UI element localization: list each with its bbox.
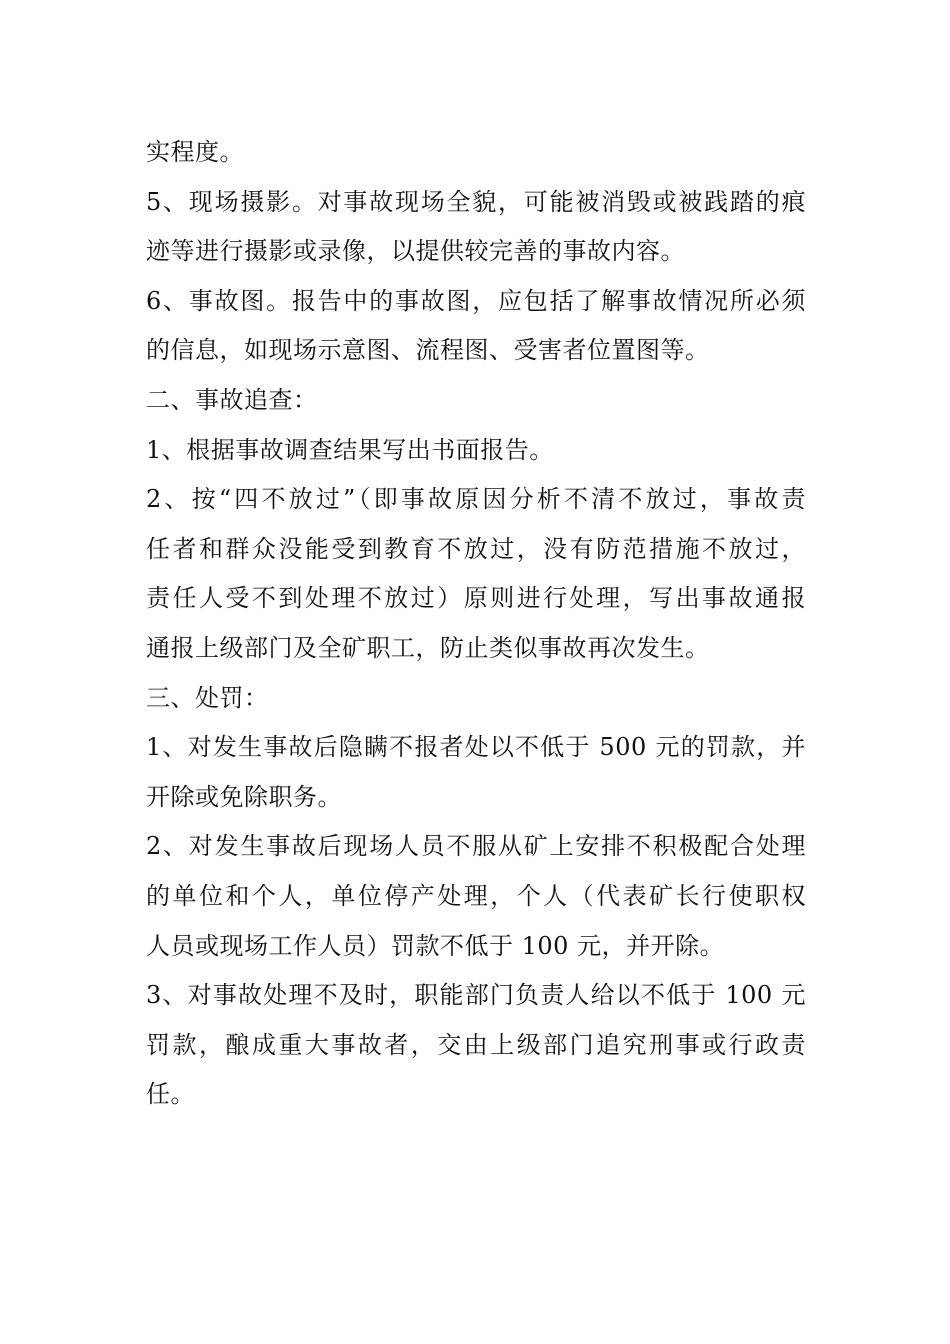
text-line: 1、对发生事故后隐瞒不报者处以不低于 500 元的罚款，并 — [146, 733, 806, 762]
text-line: 责任人受不到处理不放过）原则进行处理，写出事故通报 — [146, 584, 806, 613]
text-line: 任。 — [146, 1080, 195, 1109]
text-line: 人员或现场工作人员）罚款不低于 100 元，并开除。 — [146, 931, 725, 960]
text-line: 三、处罚： — [146, 683, 269, 712]
text-line: 通报上级部门及全矿职工，防止类似事故再次发生。 — [146, 633, 710, 662]
text-line: 开除或免除职务。 — [146, 782, 342, 811]
text-line: 的单位和个人，单位停产处理，个人（代表矿长行使职权 — [146, 881, 806, 910]
document-body — [146, 128, 806, 1120]
text-line: 的信息，如现场示意图、流程图、受害者位置图等。 — [146, 336, 710, 365]
text-line: 2、按“四不放过”（即事故原因分析不清不放过，事故责 — [146, 485, 806, 514]
text-line: 2、对发生事故后现场人员不服从矿上安排不积极配合处理 — [146, 832, 806, 861]
text-line: 实程度。 — [146, 138, 244, 166]
text-line: 1、根据事故调查结果写出书面报告。 — [146, 435, 554, 464]
text-line: 罚款，酿成重大事故者，交由上级部门追究刑事或行政责 — [146, 1030, 806, 1059]
text-line: 迹等进行摄影或录像，以提供较完善的事故内容。 — [146, 237, 685, 266]
text-line: 二、事故追查： — [146, 385, 318, 414]
text-line: 6、事故图。报告中的事故图，应包括了解事故情况所必须 — [146, 286, 806, 315]
text-line: 5、现场摄影。对事故现场全貌，可能被消毁或被践踏的痕 — [146, 187, 806, 216]
text-line: 任者和群众没能受到教育不放过，没有防范措施不放过， — [146, 534, 806, 563]
text-line: 3、对事故处理不及时，职能部门负责人给以不低于 100 元 — [146, 981, 806, 1010]
